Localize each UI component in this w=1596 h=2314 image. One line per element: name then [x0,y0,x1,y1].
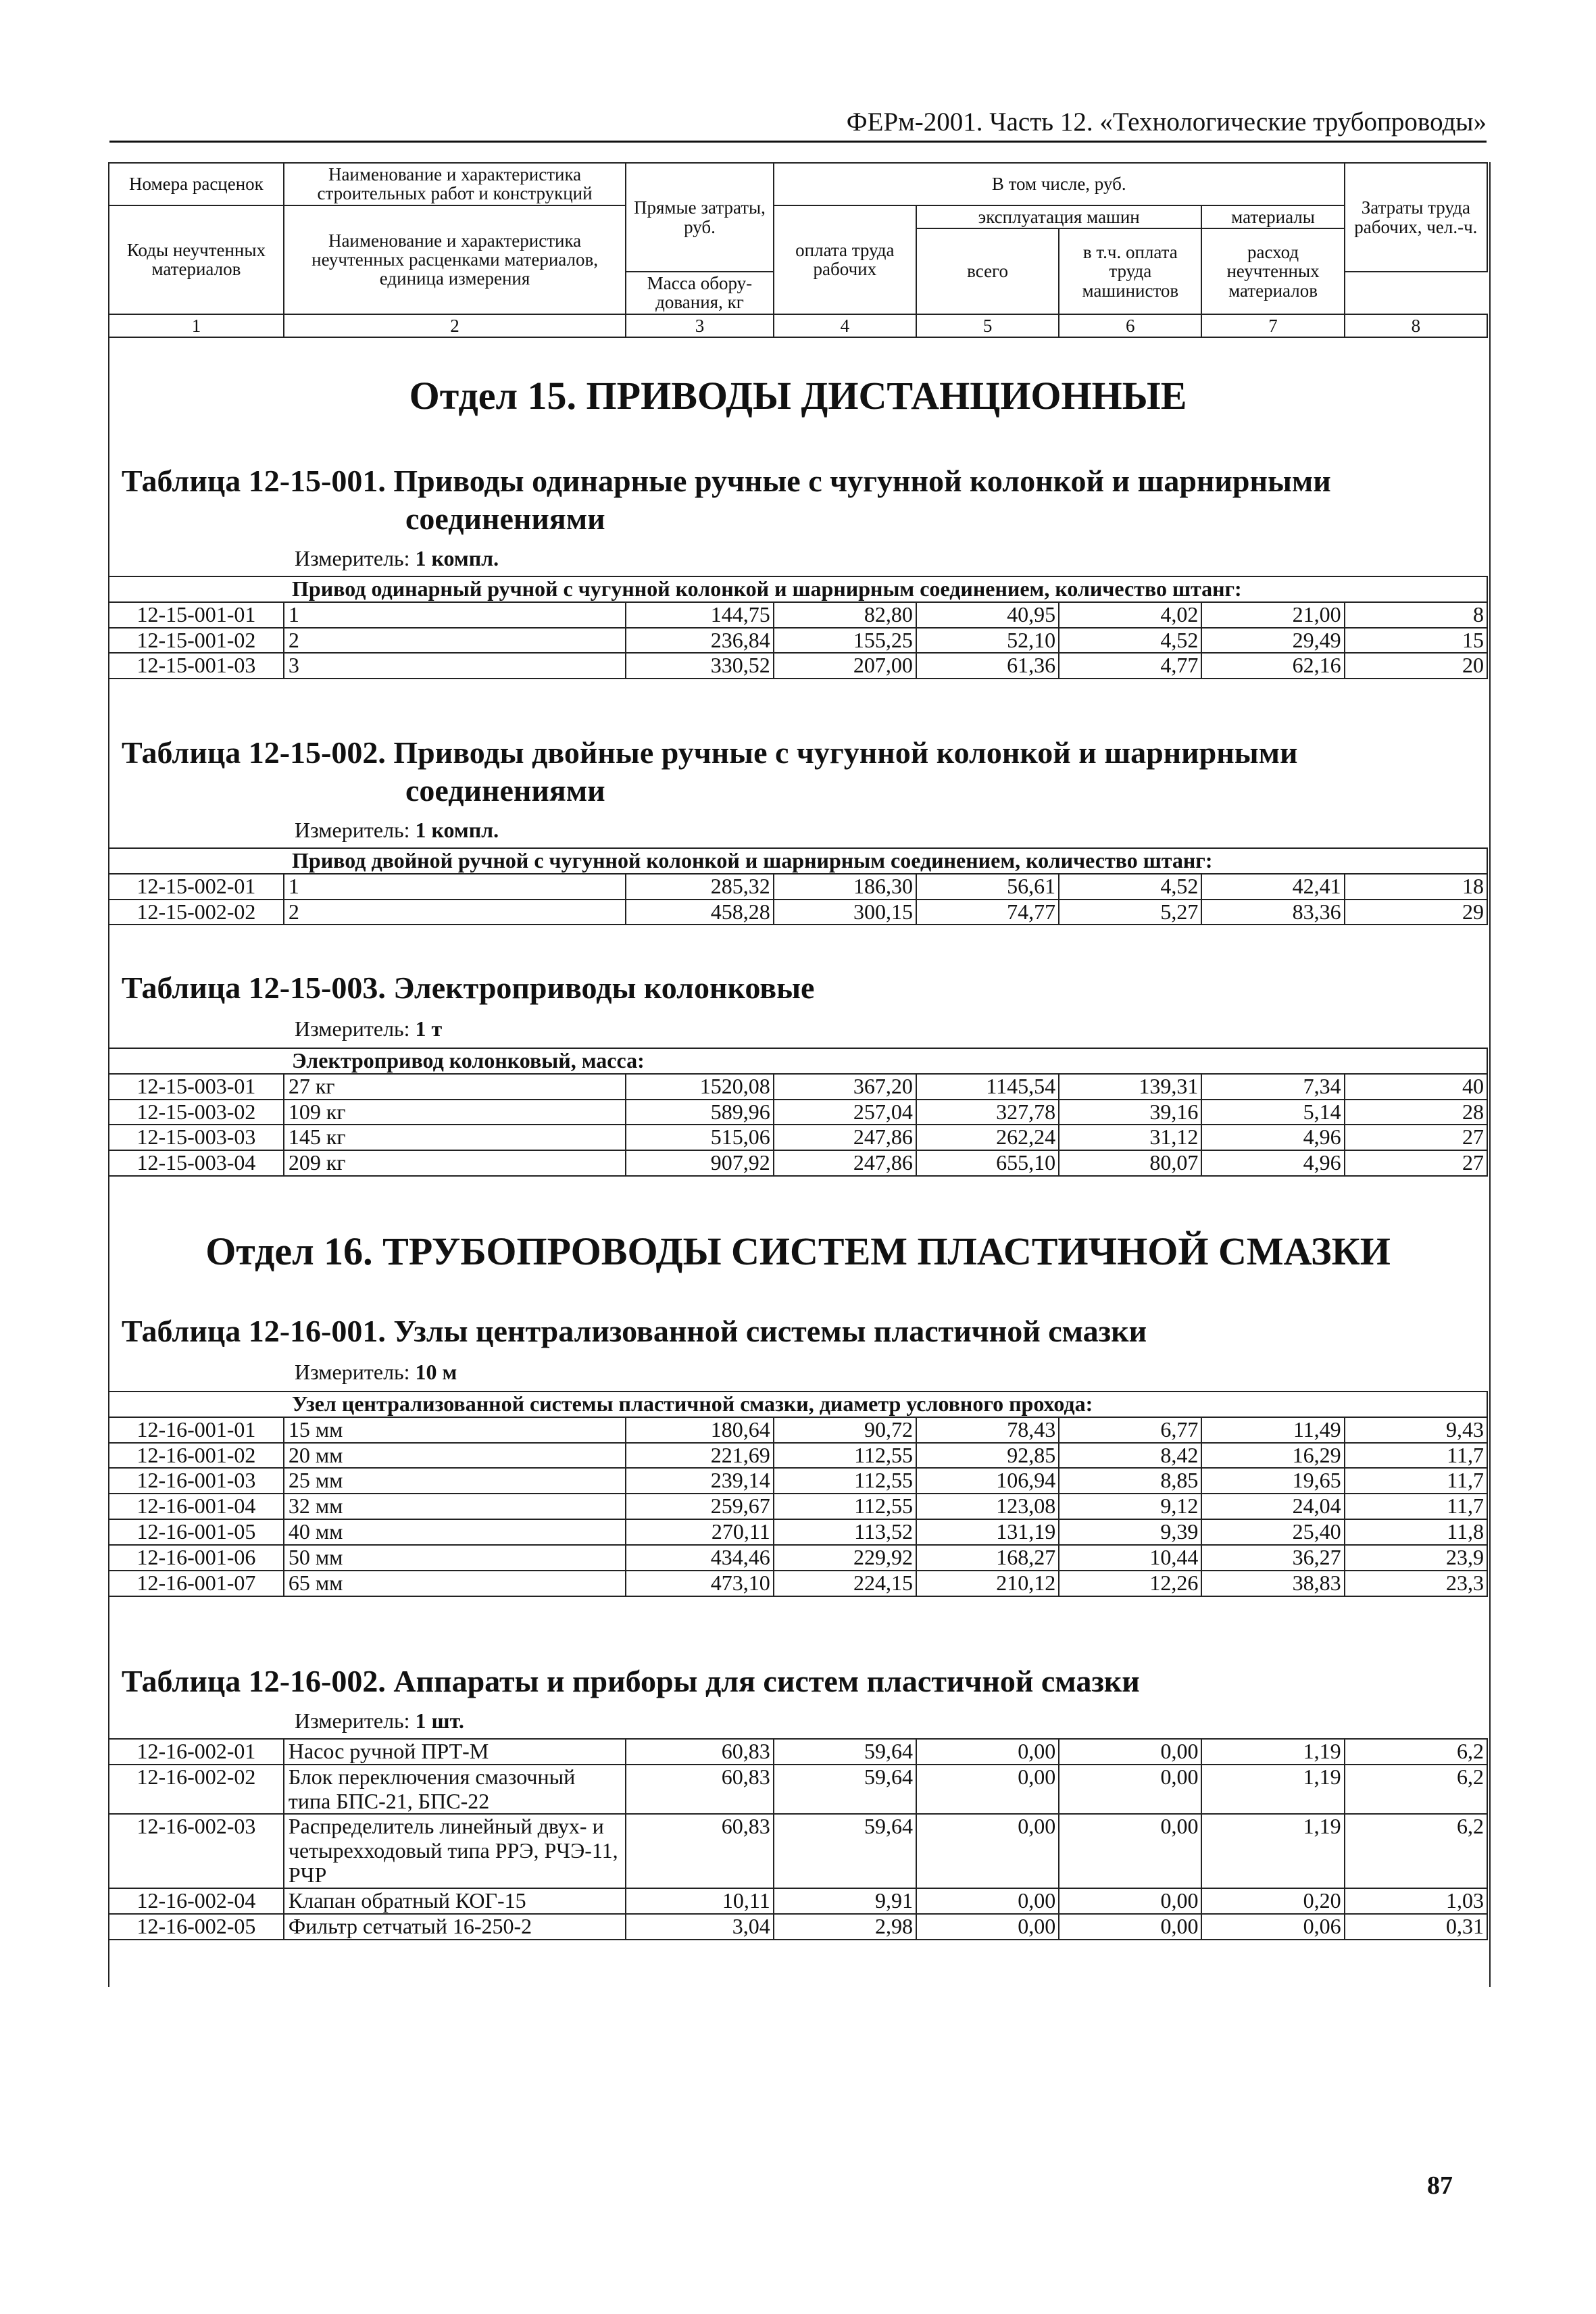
rate-code-cell: 12-16-002-03 [109,1814,284,1888]
materials-cell: 4,96 [1201,1150,1344,1176]
table-title [122,1312,1473,1350]
name-cell: Клапан обратный КОГ-15 [284,1888,626,1914]
column-header-table [108,162,1488,338]
table-row [109,1443,1487,1469]
rates-table [108,576,1488,679]
header-work-name: Наименование и характеристика строительных работ и конструкций [284,163,626,205]
machines-total-cell: 0,00 [916,1739,1059,1765]
wages-cell: 229,92 [774,1545,916,1571]
header-total: всего [916,228,1059,314]
rate-code-cell: 12-15-001-01 [109,602,284,628]
materials-cell: 11,49 [1201,1417,1344,1443]
direct-costs-cell: 239,14 [626,1468,773,1494]
table-row [109,628,1487,654]
name-cell: 3 [284,653,626,679]
table-row [109,653,1487,679]
header-machine-operation: эксплуатация машин [916,205,1201,228]
labor-mass-cell: 9,43 [1345,1417,1487,1443]
group-heading: Привод двойной ручной с чугунной колонкой и шарнирным соединением, количество штанг: [109,848,1487,874]
rate-code-cell: 12-15-003-01 [109,1074,284,1100]
operators-wages-cell: 0,00 [1059,1739,1201,1765]
name-cell: 20 мм [284,1443,626,1469]
table-row [109,900,1487,925]
labor-mass-cell: 20 [1345,653,1487,679]
table-group-row [109,1392,1487,1417]
direct-costs-cell: 180,64 [626,1417,773,1443]
labor-mass-cell: 6,2 [1345,1814,1487,1888]
rate-code-cell: 12-15-001-03 [109,653,284,679]
table-title-label: Таблица 12-16-002. [122,1664,386,1698]
operators-wages-cell: 0,00 [1059,1888,1201,1914]
name-cell: Распределитель линейный двух- и четырехходовый типа РРЭ, РЧЭ-11, РЧР [284,1814,626,1888]
wages-cell: 112,55 [774,1443,916,1469]
machines-total-cell: 123,08 [916,1494,1059,1519]
table-row [109,1739,1487,1765]
rate-code-cell: 12-15-001-02 [109,628,284,654]
operators-wages-cell: 10,44 [1059,1545,1201,1571]
direct-costs-cell: 60,83 [626,1765,773,1815]
materials-cell: 16,29 [1201,1443,1344,1469]
machines-total-cell: 655,10 [916,1150,1059,1176]
materials-cell: 1,19 [1201,1765,1344,1815]
labor-mass-cell: 6,2 [1345,1739,1487,1765]
wages-cell: 112,55 [774,1494,916,1519]
name-cell: 15 мм [284,1417,626,1443]
labor-mass-cell: 18 [1345,874,1487,900]
name-cell: 50 мм [284,1545,626,1571]
labor-mass-cell: 11,7 [1345,1494,1487,1519]
rates-table [108,847,1488,925]
wages-cell: 82,80 [774,602,916,628]
table-title-text: Аппараты и приборы для систем пластичной смазки [393,1664,1140,1698]
measurement-value: 10 м [415,1360,457,1384]
header-unaccounted-materials: расход неучтенных материалов [1201,228,1344,314]
labor-mass-cell: 40 [1345,1074,1487,1100]
section-title: Отдел 16. ТРУБОПРОВОДЫ СИСТЕМ ПЛАСТИЧНОЙ СМАЗКИ [205,1229,1391,1273]
rate-code-cell: 12-16-001-01 [109,1417,284,1443]
labor-mass-cell: 6,2 [1345,1765,1487,1815]
rate-code-cell: 12-15-003-03 [109,1125,284,1150]
column-number: 5 [916,314,1059,337]
name-cell: 209 кг [284,1150,626,1176]
machines-total-cell: 40,95 [916,602,1059,628]
wages-cell: 186,30 [774,874,916,900]
operators-wages-cell: 39,16 [1059,1100,1201,1125]
column-number: 2 [284,314,626,337]
table-row [109,1100,1487,1125]
materials-cell: 42,41 [1201,874,1344,900]
table-row [109,602,1487,628]
measurement-value: 1 компл. [415,546,499,570]
table-group-row [109,848,1487,874]
name-cell: 27 кг [284,1074,626,1100]
rates-table [108,1391,1488,1597]
operators-wages-cell: 12,26 [1059,1571,1201,1596]
column-number: 7 [1201,314,1344,337]
direct-costs-cell: 10,11 [626,1888,773,1914]
machines-total-cell: 0,00 [916,1888,1059,1914]
direct-costs-cell: 3,04 [626,1914,773,1940]
direct-costs-cell: 259,67 [626,1494,773,1519]
direct-costs-cell: 270,11 [626,1519,773,1545]
table-title-text: Приводы одинарные ручные с чугунной колонкой и шарнирными [393,464,1331,498]
wages-cell: 59,64 [774,1814,916,1888]
column-number: 1 [109,314,284,337]
direct-costs-cell: 907,92 [626,1150,773,1176]
materials-cell: 62,16 [1201,653,1344,679]
labor-mass-cell: 29 [1345,900,1487,925]
name-cell: 25 мм [284,1468,626,1494]
name-cell: 32 мм [284,1494,626,1519]
operators-wages-cell: 80,07 [1059,1150,1201,1176]
column-number: 4 [774,314,916,337]
direct-costs-cell: 1520,08 [626,1074,773,1100]
header-direct-costs: Прямые затраты, руб. [626,163,773,272]
labor-mass-cell: 23,3 [1345,1571,1487,1596]
table-row [109,1494,1487,1519]
materials-cell: 0,06 [1201,1914,1344,1940]
operators-wages-cell: 0,00 [1059,1814,1201,1888]
labor-mass-cell: 11,8 [1345,1519,1487,1545]
table-row [109,1519,1487,1545]
table-row [109,1888,1487,1914]
operators-wages-cell: 139,31 [1059,1074,1201,1100]
rate-code-cell: 12-16-002-05 [109,1914,284,1940]
measurement-label: Измеритель: [295,1708,410,1733]
machines-total-cell: 52,10 [916,628,1059,654]
labor-mass-cell: 11,7 [1345,1443,1487,1469]
direct-costs-cell: 144,75 [626,602,773,628]
labor-mass-cell: 27 [1345,1150,1487,1176]
machines-total-cell: 1145,54 [916,1074,1059,1100]
materials-cell: 19,65 [1201,1468,1344,1494]
measurement-unit [295,546,499,571]
wages-cell: 224,15 [774,1571,916,1596]
operators-wages-cell: 4,02 [1059,602,1201,628]
wages-cell: 257,04 [774,1100,916,1125]
table-title-label: Таблица 12-16-001. [122,1314,386,1348]
machines-total-cell: 0,00 [916,1914,1059,1940]
page-number: 87 [1427,2171,1453,2200]
operators-wages-cell: 4,52 [1059,628,1201,654]
measurement-value: 1 компл. [415,818,499,842]
wages-cell: 247,86 [774,1125,916,1150]
column-number: 8 [1345,314,1487,337]
column-number: 6 [1059,314,1201,337]
rate-code-cell: 12-15-002-02 [109,900,284,925]
table-title [122,969,1473,1007]
header-materials: материалы [1201,205,1344,228]
table-row [109,1125,1487,1150]
wages-cell: 9,91 [774,1888,916,1914]
wages-cell: 59,64 [774,1739,916,1765]
machines-total-cell: 0,00 [916,1814,1059,1888]
header-equipment-mass: Масса обору-дования, кг [626,272,773,314]
name-cell: 65 мм [284,1571,626,1596]
name-cell: 40 мм [284,1519,626,1545]
direct-costs-cell: 473,10 [626,1571,773,1596]
table-title [122,1663,1473,1700]
operators-wages-cell: 8,42 [1059,1443,1201,1469]
table-title-label: Таблица 12-15-003. [122,970,386,1005]
operators-wages-cell: 9,12 [1059,1494,1201,1519]
machines-total-cell: 210,12 [916,1571,1059,1596]
rate-code-cell: 12-16-002-04 [109,1888,284,1914]
operators-wages-cell: 5,27 [1059,900,1201,925]
table-group-row [109,576,1487,602]
direct-costs-cell: 236,84 [626,628,773,654]
section-title: Отдел 15. ПРИВОДЫ ДИСТАНЦИОННЫЕ [409,374,1187,418]
name-cell: Фильтр сетчатый 16-250-2 [284,1914,626,1940]
header-rule [109,141,1487,143]
rate-code-cell: 12-16-002-01 [109,1739,284,1765]
rates-table [108,1738,1488,1940]
operators-wages-cell: 6,77 [1059,1417,1201,1443]
rates-table [108,1048,1488,1177]
page-header: ФЕРм-2001. Часть 12. «Технологические трубопроводы» [846,107,1487,137]
rate-code-cell: 12-16-001-02 [109,1443,284,1469]
rate-code-cell: 12-15-002-01 [109,874,284,900]
name-cell: 2 [284,628,626,654]
rate-code-cell: 12-16-001-04 [109,1494,284,1519]
wages-cell: 90,72 [774,1417,916,1443]
measurement-value: 1 шт. [415,1708,464,1733]
labor-mass-cell: 8 [1345,602,1487,628]
labor-mass-cell: 15 [1345,628,1487,654]
measurement-unit [295,1360,457,1385]
table-title-text: Электроприводы колонковые [393,970,815,1005]
materials-cell: 7,34 [1201,1074,1344,1100]
materials-cell: 83,36 [1201,900,1344,925]
name-cell: 1 [284,874,626,900]
rate-code-cell: 12-15-003-02 [109,1100,284,1125]
operators-wages-cell: 0,00 [1059,1914,1201,1940]
table-title-label: Таблица 12-15-001. [122,464,386,498]
machines-total-cell: 92,85 [916,1443,1059,1469]
table-title-text: Приводы двойные ручные с чугунной колонкой и шарнирными [393,735,1298,770]
header-wages: оплата труда рабочих [774,205,916,314]
operators-wages-cell: 8,85 [1059,1468,1201,1494]
name-cell: Насос ручной ПРТ-М [284,1739,626,1765]
direct-costs-cell: 60,83 [626,1739,773,1765]
materials-cell: 36,27 [1201,1545,1344,1571]
header-rate-number: Номера расценок [109,163,284,205]
measurement-unit [295,818,499,843]
wages-cell: 155,25 [774,628,916,654]
labor-mass-cell: 27 [1345,1125,1487,1150]
machines-total-cell: 327,78 [916,1100,1059,1125]
rate-code-cell: 12-16-001-07 [109,1571,284,1596]
rate-code-cell: 12-16-001-06 [109,1545,284,1571]
measurement-label: Измеритель: [295,546,410,570]
table-row [109,1545,1487,1571]
materials-cell: 1,19 [1201,1739,1344,1765]
operators-wages-cell: 9,39 [1059,1519,1201,1545]
materials-cell: 21,00 [1201,602,1344,628]
machines-total-cell: 78,43 [916,1417,1059,1443]
table-row [109,1914,1487,1940]
machines-total-cell: 56,61 [916,874,1059,900]
materials-cell: 5,14 [1201,1100,1344,1125]
measurement-label: Измеритель: [295,1016,410,1041]
direct-costs-cell: 434,46 [626,1545,773,1571]
wages-cell: 112,55 [774,1468,916,1494]
rate-code-cell: 12-15-003-04 [109,1150,284,1176]
direct-costs-cell: 589,96 [626,1100,773,1125]
header-incl: В том числе, руб. [774,163,1345,205]
materials-cell: 24,04 [1201,1494,1344,1519]
table-row [109,1571,1487,1596]
labor-mass-cell: 0,31 [1345,1914,1487,1940]
wages-cell: 59,64 [774,1765,916,1815]
machines-total-cell: 74,77 [916,900,1059,925]
table-row [109,1417,1487,1443]
machines-total-cell: 61,36 [916,653,1059,679]
labor-mass-cell: 1,03 [1345,1888,1487,1914]
column-number: 3 [626,314,773,337]
table-title-label: Таблица 12-15-002. [122,735,386,770]
header-material-codes: Коды неучтенных материалов [109,205,284,314]
machines-total-cell: 168,27 [916,1545,1059,1571]
materials-cell: 1,19 [1201,1814,1344,1888]
materials-cell: 25,40 [1201,1519,1344,1545]
materials-cell: 4,96 [1201,1125,1344,1150]
wages-cell: 367,20 [774,1074,916,1100]
measurement-value: 1 т [415,1016,443,1041]
direct-costs-cell: 458,28 [626,900,773,925]
machines-total-cell: 0,00 [916,1765,1059,1815]
table-row [109,1814,1487,1888]
name-cell: 2 [284,900,626,925]
table-row [109,1468,1487,1494]
group-heading: Узел централизованной системы пластичной смазки, диаметр условного прохода: [109,1392,1487,1417]
wages-cell: 2,98 [774,1914,916,1940]
machines-total-cell: 106,94 [916,1468,1059,1494]
table-row [109,1150,1487,1176]
direct-costs-cell: 515,06 [626,1125,773,1150]
operators-wages-cell: 4,77 [1059,653,1201,679]
labor-mass-cell: 28 [1345,1100,1487,1125]
direct-costs-cell: 221,69 [626,1443,773,1469]
header-labor: Затраты труда рабочих, чел.-ч. [1345,163,1487,272]
rate-code-cell: 12-16-001-05 [109,1519,284,1545]
table-title [122,462,1473,538]
table-row [109,874,1487,900]
rate-code-cell: 12-16-001-03 [109,1468,284,1494]
table-group-row [109,1048,1487,1074]
materials-cell: 0,20 [1201,1888,1344,1914]
direct-costs-cell: 60,83 [626,1814,773,1888]
machines-total-cell: 262,24 [916,1125,1059,1150]
name-cell: 145 кг [284,1125,626,1150]
labor-mass-cell: 23,9 [1345,1545,1487,1571]
operators-wages-cell: 4,52 [1059,874,1201,900]
direct-costs-cell: 330,52 [626,653,773,679]
header-operators-wages: в т.ч. оплата труда машинистов [1059,228,1201,314]
name-cell: 109 кг [284,1100,626,1125]
table-title [122,734,1473,810]
materials-cell: 29,49 [1201,628,1344,654]
labor-mass-cell: 11,7 [1345,1468,1487,1494]
measurement-unit [295,1708,464,1733]
group-heading: Электропривод колонковый, масса: [109,1048,1487,1074]
table-row [109,1765,1487,1815]
wages-cell: 207,00 [774,653,916,679]
materials-cell: 38,83 [1201,1571,1344,1596]
measurement-label: Измеритель: [295,818,410,842]
table-title-text: Узлы централизованной системы пластичной смазки [393,1314,1147,1348]
table-title-text-continued: соединениями [405,773,605,808]
measurement-label: Измеритель: [295,1360,410,1384]
operators-wages-cell: 31,12 [1059,1125,1201,1150]
operators-wages-cell: 0,00 [1059,1765,1201,1815]
wages-cell: 300,15 [774,900,916,925]
direct-costs-cell: 285,32 [626,874,773,900]
wages-cell: 247,86 [774,1150,916,1176]
name-cell: Блок переключения смазочный типа БПС-21, БПС-22 [284,1765,626,1815]
table-title-text-continued: соединениями [405,501,605,537]
header-material-name: Наименование и характеристика неучтенных расценками материалов, единица измерения [284,205,626,314]
machines-total-cell: 131,19 [916,1519,1059,1545]
table-row [109,1074,1487,1100]
group-heading: Привод одинарный ручной с чугунной колонкой и шарнирным соединением, количество штанг: [109,576,1487,602]
wages-cell: 113,52 [774,1519,916,1545]
measurement-unit [295,1016,442,1041]
rate-code-cell: 12-16-002-02 [109,1765,284,1815]
name-cell: 1 [284,602,626,628]
